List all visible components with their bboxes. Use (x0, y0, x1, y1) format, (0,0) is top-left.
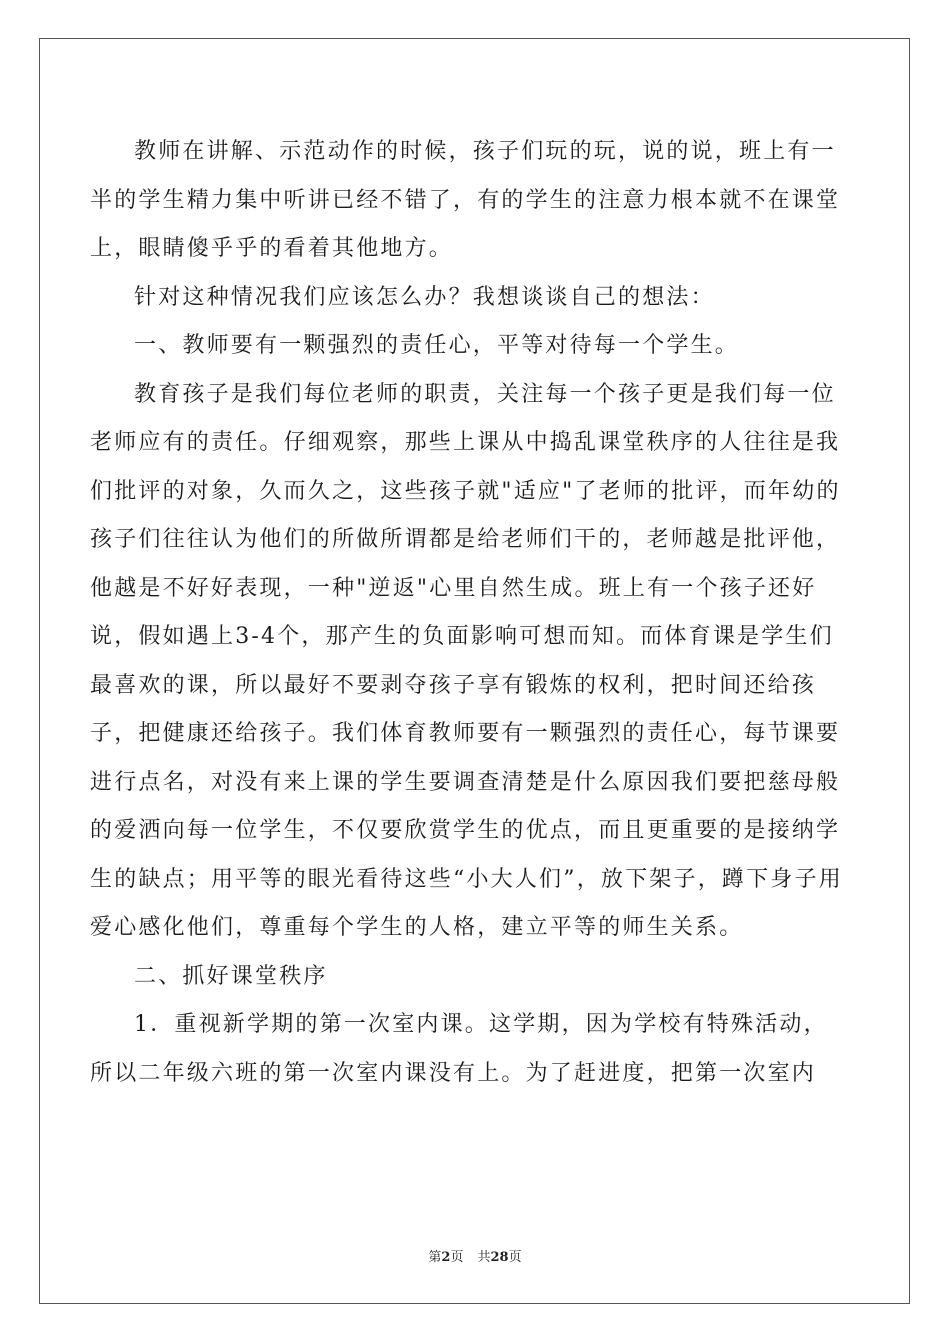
paragraph: 1．重视新学期的第一次室内课。这学期，因为学校有特殊活动，所以二年级六班的第一次室内课没有上。为了赶进度，把第一次室内 (90, 1012, 828, 1086)
total-pages: 28 (490, 1250, 509, 1265)
section-heading: 一、教师要有一颗强烈的责任心，平等对待每一个学生。 (134, 333, 740, 358)
page-footer (0, 1246, 950, 1265)
page-number: 2 (441, 1250, 451, 1265)
paragraph: 教育孩子是我们每位老师的职责，关注每一个孩子更是我们每一位老师应有的责任。仔细观察，那些上课从中捣乱课堂秩序的人往往是我们批评的对象，久而久之，这些孩子就"适应"了老师的批评，而年幼的孩子们往往认为他们的所做所谓都是给老师们干的，老师越是批评他，他越是不好好表现，一种"逆返"心里自然生成。班上有一个孩子还好说，假如遇上3-4个，那产生的负面影响可想而知。而体育课是学生们最喜欢的课，所以最好不要剥夺孩子享有锻炼的权利，把时间还给孩子，把健康还给孩子。我们体育教师要有一颗强烈的责任心，每节课要进行点名，对没有来上课的学生要调查清楚是什么原因我们要把慈母般的爱洒向每一位学生，不仅要欣赏学生的优点，而且更重要的是接纳学生的缺点；用平等的眼光看待这些“小大人们”，放下架子，蹲下身子用爱心感化他们，尊重每个学生的人格，建立平等的师生关系。 (90, 381, 843, 940)
total-prefix: 共 (477, 1250, 491, 1265)
paragraph: 针对这种情况我们应该怎么办？我想谈谈自己的想法： (134, 284, 715, 310)
document-body (90, 128, 850, 1098)
paragraph: 教师在讲解、示范动作的时候，孩子们玩的玩，说的说，班上有一半的学生精力集中听讲已经不错了，有的学生的注意力根本就不在课堂上，眼睛傻乎乎的看着其他地方。 (90, 139, 841, 261)
page-prefix: 第 (428, 1250, 442, 1265)
section-heading: 二、抓好课堂秩序 (134, 963, 328, 989)
page-suffix: 页 (450, 1250, 464, 1265)
total-suffix: 页 (508, 1250, 522, 1265)
